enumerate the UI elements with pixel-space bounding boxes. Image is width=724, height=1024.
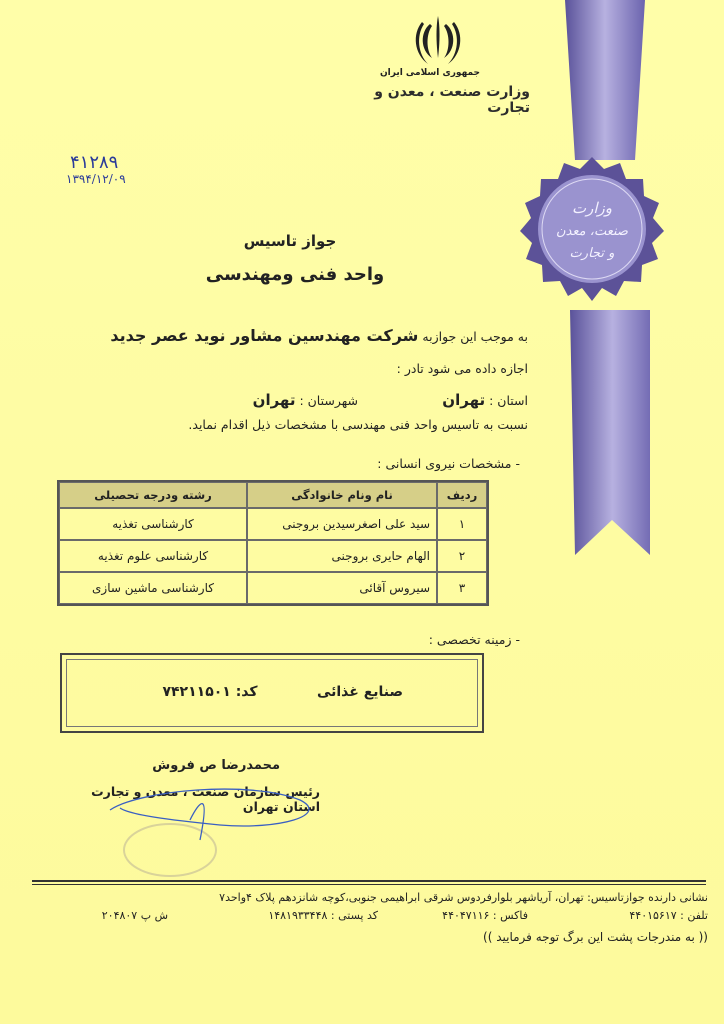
field-section-label: - زمینه تخصصی : bbox=[428, 632, 520, 647]
phone-number: تلفن : ۴۴۰۱۵۶۱۷ bbox=[629, 909, 708, 922]
company-line bbox=[60, 326, 528, 345]
city-label: شهرستان : bbox=[299, 393, 358, 408]
staff-name: سید علی اصغرسیدین بروجنی bbox=[247, 508, 437, 540]
signature-mark bbox=[100, 770, 330, 850]
seal-text-2: صنعت، معدن bbox=[556, 224, 628, 239]
fax-number: فاکس : ۴۴۰۴۷۱۱۶ bbox=[442, 909, 528, 922]
row-number: ۳ bbox=[437, 572, 487, 604]
footer-rule-bottom bbox=[32, 884, 706, 885]
signatory-title: رئیس سازمان صنعت ، معدن و تجارت استان تهران bbox=[91, 784, 320, 814]
postal-code: کد پستی : ۱۴۸۱۹۳۳۴۴۸ bbox=[268, 909, 378, 922]
staff-degree: کارشناسی تغذیه bbox=[59, 508, 247, 540]
staff-degree: کارشناسی ماشین سازی bbox=[59, 572, 247, 604]
province-label: استان : bbox=[489, 393, 528, 408]
location-line bbox=[150, 391, 528, 411]
city-value: تهران bbox=[252, 391, 296, 409]
government-name: جمهوری اسلامی ایران bbox=[379, 68, 481, 78]
handwritten-date: ۱۳۹۴/۱۲/۰۹ bbox=[66, 172, 126, 186]
header-full-name: نام ونام خانوادگی bbox=[247, 482, 437, 508]
back-notice: (( به مندرجات پشت این برگ توجه فرمایید )) bbox=[483, 930, 708, 944]
seal-text-1: وزارت bbox=[571, 199, 613, 217]
row-number: ۲ bbox=[437, 540, 487, 572]
staff-section-label: - مشخصات نیروی انسانی : bbox=[377, 456, 520, 471]
contact-line bbox=[30, 909, 708, 925]
iran-emblem-icon bbox=[412, 12, 464, 68]
staff-degree: کارشناسی علوم تغذیه bbox=[59, 540, 247, 572]
holder-address: نشانی دارنده جوازتاسیس: تهران، آریاشهر بلوارفردوس شرقی ابراهیمی جنوبی،کوچه شانزدهم پلاک ۴واحد۷ bbox=[219, 891, 708, 904]
province-value: تهران bbox=[442, 391, 486, 409]
seal-icon bbox=[518, 155, 666, 303]
table-row bbox=[59, 508, 487, 540]
staff-name: الهام حایری بروجنی bbox=[247, 540, 437, 572]
document-subtitle: واحد فنی ومهندسی bbox=[205, 264, 385, 285]
table-row bbox=[59, 572, 487, 604]
header-degree: رشته ودرجه تحصیلی bbox=[59, 482, 247, 508]
field-name: صنایع غذائی bbox=[316, 684, 404, 700]
field-code: کد: ۷۴۲۱۱۵۰۱ bbox=[162, 684, 258, 700]
permit-text: اجازه داده می شود تادر : bbox=[396, 361, 528, 376]
document-title: جواز تاسیس bbox=[243, 232, 337, 250]
intro-label: به موجب این جوازبه bbox=[422, 329, 528, 344]
serial-number: ش پ ۲۰۴۸۰۷ bbox=[101, 909, 168, 922]
header-row-number: ردیف bbox=[437, 482, 487, 508]
staff-name: سیروس آقائی bbox=[247, 572, 437, 604]
company-name: شرکت مهندسین مشاور نوید عصر جدید bbox=[110, 326, 419, 345]
signatory-name: محمدرضا ص فروش bbox=[152, 758, 280, 773]
row-number: ۱ bbox=[437, 508, 487, 540]
seal-text-3: و تجارت bbox=[569, 246, 615, 261]
footer-rule-top bbox=[32, 880, 706, 882]
description-text: نسبت به تاسیس واحد فنی مهندسی با مشخصات ذیل اقدام نماید. bbox=[188, 417, 528, 432]
table-header-row bbox=[59, 482, 487, 508]
ministry-name: وزارت صنعت ، معدن و تجارت bbox=[374, 84, 530, 116]
handwritten-number: ۴۱۲۸۹ bbox=[70, 152, 119, 173]
staff-table bbox=[57, 480, 489, 606]
table-row bbox=[59, 540, 487, 572]
